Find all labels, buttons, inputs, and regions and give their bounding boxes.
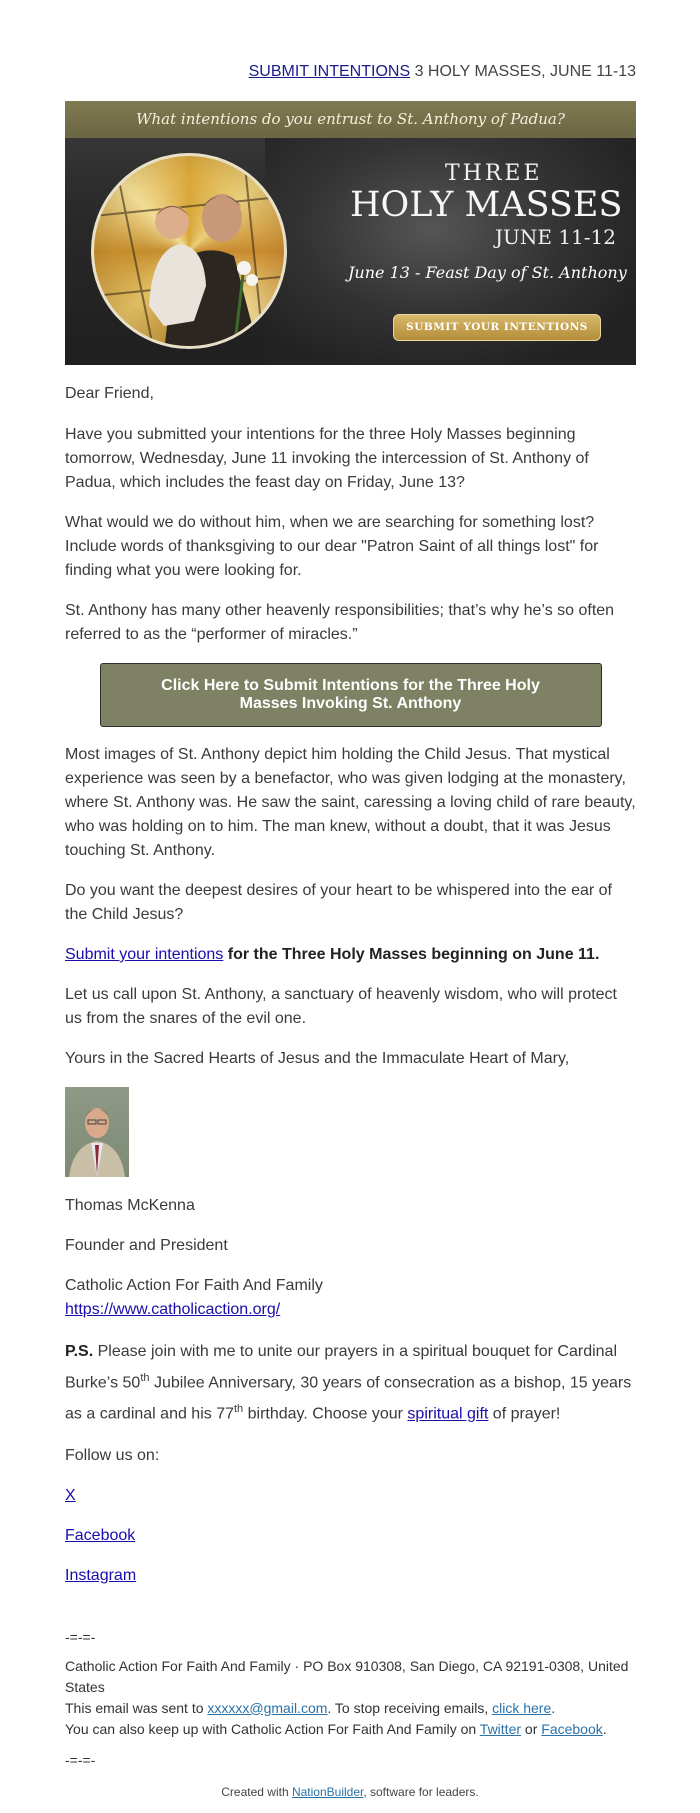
signature-org: Catholic Action For Faith And Family — [65, 1277, 323, 1294]
footer-keep-prefix: You can also keep up with Catholic Action For Faith And Family on — [65, 1720, 480, 1737]
banner-image[interactable] — [65, 101, 636, 365]
footer-keep-line — [65, 1719, 636, 1740]
social-x-line — [65, 1484, 636, 1508]
recipient-email-link[interactable]: xxxxxx@gmail.com — [207, 1699, 328, 1716]
footer-sent-end: . — [551, 1699, 556, 1716]
header-line — [65, 62, 636, 82]
submit-your-intentions-link[interactable]: Submit your intentions — [65, 946, 224, 963]
website-link[interactable]: https://www.catholicaction.org/ — [65, 1301, 281, 1318]
paragraph-2: What would we do without him, when we are searching for something lost? Include words of thanksgiving to our dear "Patron Saint of all things lost" for finding what you were looking for. — [65, 514, 599, 579]
saint-anthony-medallion — [91, 153, 287, 349]
social-facebook-line — [65, 1524, 636, 1548]
x-link[interactable]: X — [65, 1486, 76, 1504]
ps-label: P.S. — [65, 1343, 94, 1360]
signature-name: Thomas McKenna — [65, 1197, 195, 1214]
person-portrait-icon — [65, 1087, 129, 1177]
submit-intentions-button[interactable]: Click Here to Submit Intentions for the Three Holy Masses Invoking St. Anthony — [100, 663, 602, 727]
social-instagram-line — [65, 1564, 636, 1588]
spiritual-gift-link[interactable]: spiritual gift — [407, 1405, 489, 1423]
ps-text-2: Jubilee Anniversary, 30 years of consecration as a bishop, 15 years as a cardinal and his 77 — [65, 1374, 632, 1423]
footer-twitter-link[interactable]: Twitter — [479, 1720, 522, 1737]
banner-dates: JUNE 11-12 — [495, 225, 616, 249]
ps-text-3: birthday. Choose your — [243, 1405, 408, 1423]
banner-three: THREE — [445, 161, 543, 186]
footer-address: Catholic Action For Faith And Family · PO Box 910308, San Diego, CA 92191-0308, United States — [65, 1657, 629, 1695]
footer-sent-prefix: This email was sent to — [65, 1699, 208, 1716]
unsubscribe-link[interactable]: click here — [492, 1699, 552, 1716]
paragraph-4: Most images of St. Anthony depict him holding the Child Jesus. That mystical experience was seen by a benefactor, who was given lodging at the monastery, where St. Anthony was. He saw the saint, caressing a loving child of rare beauty, who was holding on to him. The man knew, without a doubt, that it was Jesus touching St. Anthony. — [65, 746, 636, 859]
footer-facebook-link[interactable]: Facebook — [541, 1720, 603, 1737]
created-with-line — [0, 1785, 700, 1799]
footer-divider-bottom: -=-=- — [65, 1751, 96, 1768]
email-content — [65, 62, 636, 1771]
greeting: Dear Friend, — [65, 385, 154, 402]
closing: Yours in the Sacred Hearts of Jesus and the Immaculate Heart of Mary, — [65, 1050, 570, 1067]
stained-glass-icon — [94, 156, 287, 349]
ps-sup-2: th — [234, 1403, 244, 1416]
follow-us: Follow us on: — [65, 1446, 160, 1464]
footer-divider-top: -=-=- — [65, 1628, 96, 1645]
paragraph-6 — [65, 943, 636, 967]
ps-text-4: of prayer! — [488, 1405, 561, 1423]
header-text: 3 HOLY MASSES, JUNE 11-13 — [414, 63, 636, 80]
paragraph-3: St. Anthony has many other heavenly responsibilities; that’s why he’s so often referred to as the “performer of miracles.” — [65, 602, 615, 643]
banner-submit-button[interactable]: SUBMIT YOUR INTENTIONS — [393, 314, 601, 341]
banner-holy-masses: HOLY MASSES — [350, 185, 623, 225]
paragraph-7: Let us call upon St. Anthony, a sanctuary of heavenly wisdom, who will protect us from the snares of the evil one. — [65, 986, 617, 1027]
paragraph-5: Do you want the deepest desires of your heart to be whispered into the ear of the Child Jesus? — [65, 882, 612, 923]
banner-feast-day: June 13 - Feast Day of St. Anthony — [348, 263, 627, 282]
signature-title: Founder and President — [65, 1237, 228, 1254]
paragraph-6-bold: for the Three Holy Masses beginning on June 11. — [223, 946, 600, 963]
cta-wrapper — [65, 663, 636, 727]
signature-url-line — [65, 1298, 636, 1322]
footer-sent-line — [65, 1698, 636, 1719]
instagram-link[interactable]: Instagram — [65, 1566, 137, 1584]
paragraph-1: Have you submitted your intentions for the three Holy Masses beginning tomorrow, Wednesday, June 11 invoking the intercession of St. Anthony of Padua, which includes the feast day on Friday, June 13? — [65, 426, 589, 491]
footer-sent-mid: . To stop receiving emails, — [327, 1699, 493, 1716]
created-prefix: Created with — [221, 1784, 292, 1799]
submit-intentions-link[interactable]: SUBMIT INTENTIONS — [248, 63, 411, 80]
author-photo — [65, 1087, 129, 1177]
postscript — [65, 1338, 636, 1428]
footer — [65, 1627, 636, 1771]
banner-question: What intentions do you entrust to St. Anthony of Padua? — [65, 101, 636, 138]
ps-sup-1: th — [140, 1372, 150, 1384]
ps-text-1: Please join with me to unite our prayers in a spiritual bouquet for Cardinal Burke’s 50 — [65, 1343, 618, 1392]
nationbuilder-link[interactable]: NationBuilder — [291, 1784, 364, 1799]
footer-or: or — [521, 1720, 542, 1737]
facebook-link[interactable]: Facebook — [65, 1526, 136, 1544]
footer-keep-end: . — [602, 1720, 607, 1737]
created-suffix: , software for leaders. — [363, 1784, 479, 1799]
